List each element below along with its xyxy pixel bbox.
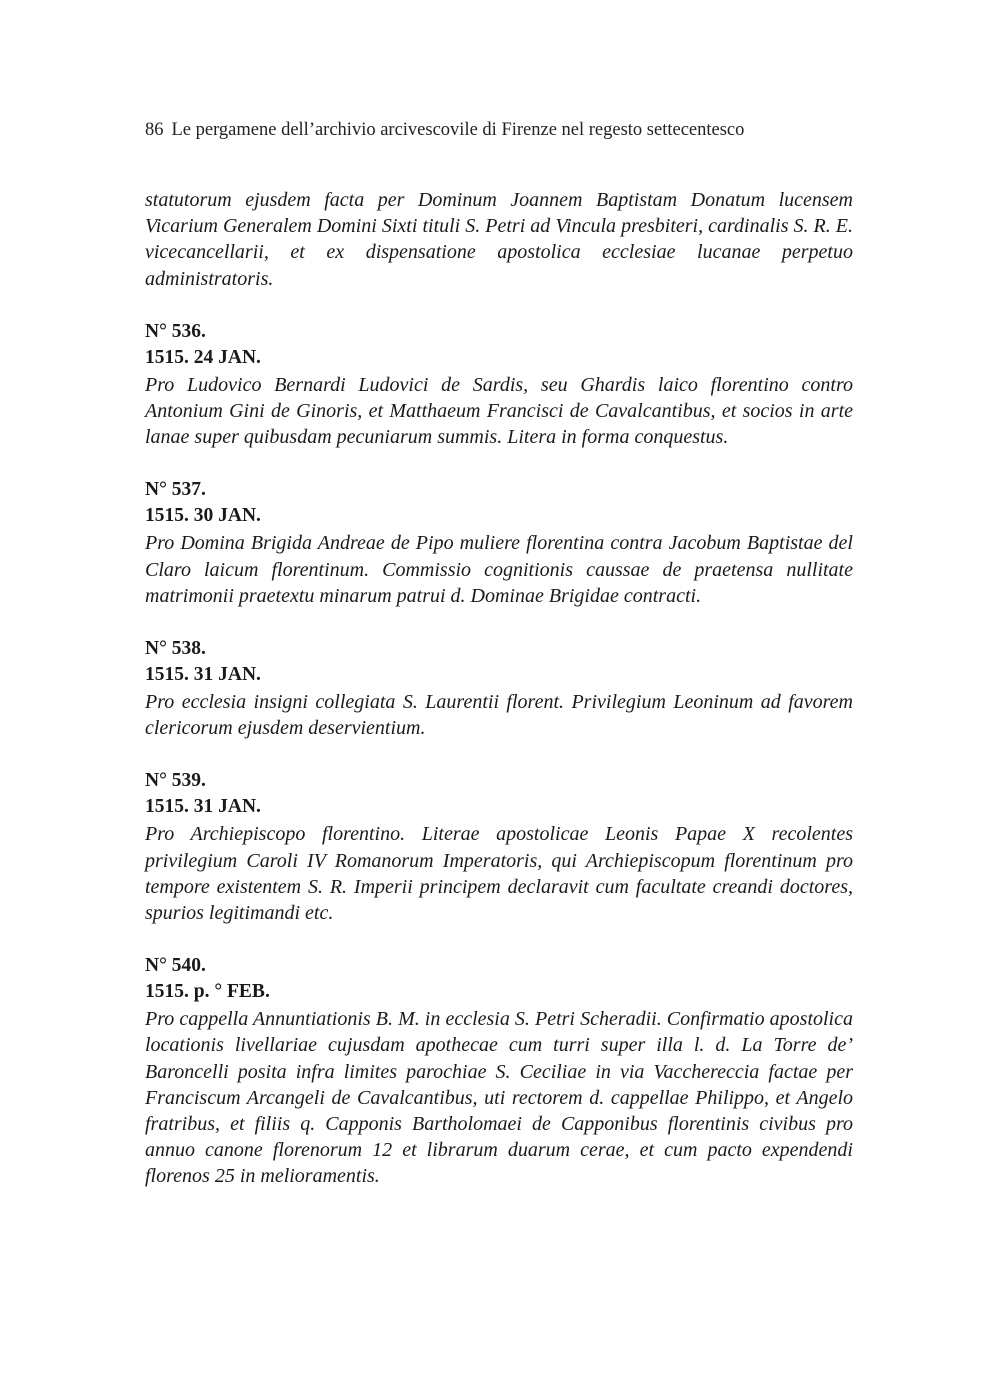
running-header [145,118,865,142]
regesto-entry-539 [145,769,853,926]
entry-summary: Pro cappella Annuntiationis B. M. in ecclesia S. Petri Scheradii. Confirmatio apostolica locationis livellariae cujusdam apothecae cum turri super illa l. d. La Torre de’ Baroncelli posita infra limites parochiae S. Ceciliae in via Vacchereccia factae per Franciscum Arcangeli de Cavalcantibus, uti rectorem d. cappellae Philippo, et Angelo fratribus, et filiis q. Capponis Bartholomaei de Capponibus florentinis civibus pro annuo canone florenorum 12 et librarum duarum cerae, et cum pacto expendendi florenos 25 in melioramentis. [145,1008,853,1188]
running-title: Le pergamene dell’archivio arcivescovile di Firenze nel regesto settecentesco [171,120,745,140]
regesto-entry-537 [145,478,853,609]
regesto-entry-538 [145,637,853,741]
entry-date: 1515. 31 JAN. [145,664,261,686]
page-body [145,187,853,1190]
entry-summary: Pro Domina Brigida Andreae de Pipo muliere florentina contra Jacobum Baptistae del Claro laicum florentinum. Commissio cognitionis caussae de praetensa nullitate matrimonii praetextu minarum patrui d. Dominae Brigidae contracti. [145,532,853,607]
entry-date: 1515. 24 JAN. [145,346,261,368]
regesto-entry-536 [145,320,853,451]
entry-number: N° 537. [145,479,206,501]
entry-number: N° 539. [145,770,206,792]
entry-summary: Pro Archiepiscopo florentino. Literae apostolicae Leonis Papae X recolentes privilegium Caroli IV Romanorum Imperatoris, qui Archiepiscopum florentinum pro tempore existentem S. R. Imperii principem declaravit cum facultate creandi doctores, spurios legitimandi etc. [145,823,853,925]
entry-date: 1515. 31 JAN. [145,796,261,818]
page-number: 86 [145,120,164,140]
continuation-paragraph: statutorum ejusdem facta per Dominum Joannem Baptistam Donatum lucensem Vicarium Generalem Domini Sixti tituli S. Petri ad Vincula presbiteri, cardinalis S. R. E. vicecancellarii, et ex dispensatione apostolica ecclesiae lucanae perpetuo administratoris. [145,189,853,290]
regesto-entry-540 [145,954,853,1189]
entry-number: N° 536. [145,320,206,342]
entry-number: N° 538. [145,638,206,660]
entry-date: 1515. 30 JAN. [145,505,261,527]
entry-summary: Pro Ludovico Bernardi Ludovici de Sardis, seu Ghardis laico florentino contro Antonium Gini de Ginoris, et Matthaeum Francisci de Cavalcantibus, et socios in arte lanae super quibusdam pecuniarum summis. Litera in forma conquestus. [145,373,853,449]
entry-date: 1515. p. ° FEB. [145,981,270,1003]
entry-summary: Pro ecclesia insigni collegiata S. Laurentii florent. Privilegium Leoninum ad favorem clericorum ejusdem deservientium. [145,691,853,740]
entry-number: N° 540. [145,955,206,977]
